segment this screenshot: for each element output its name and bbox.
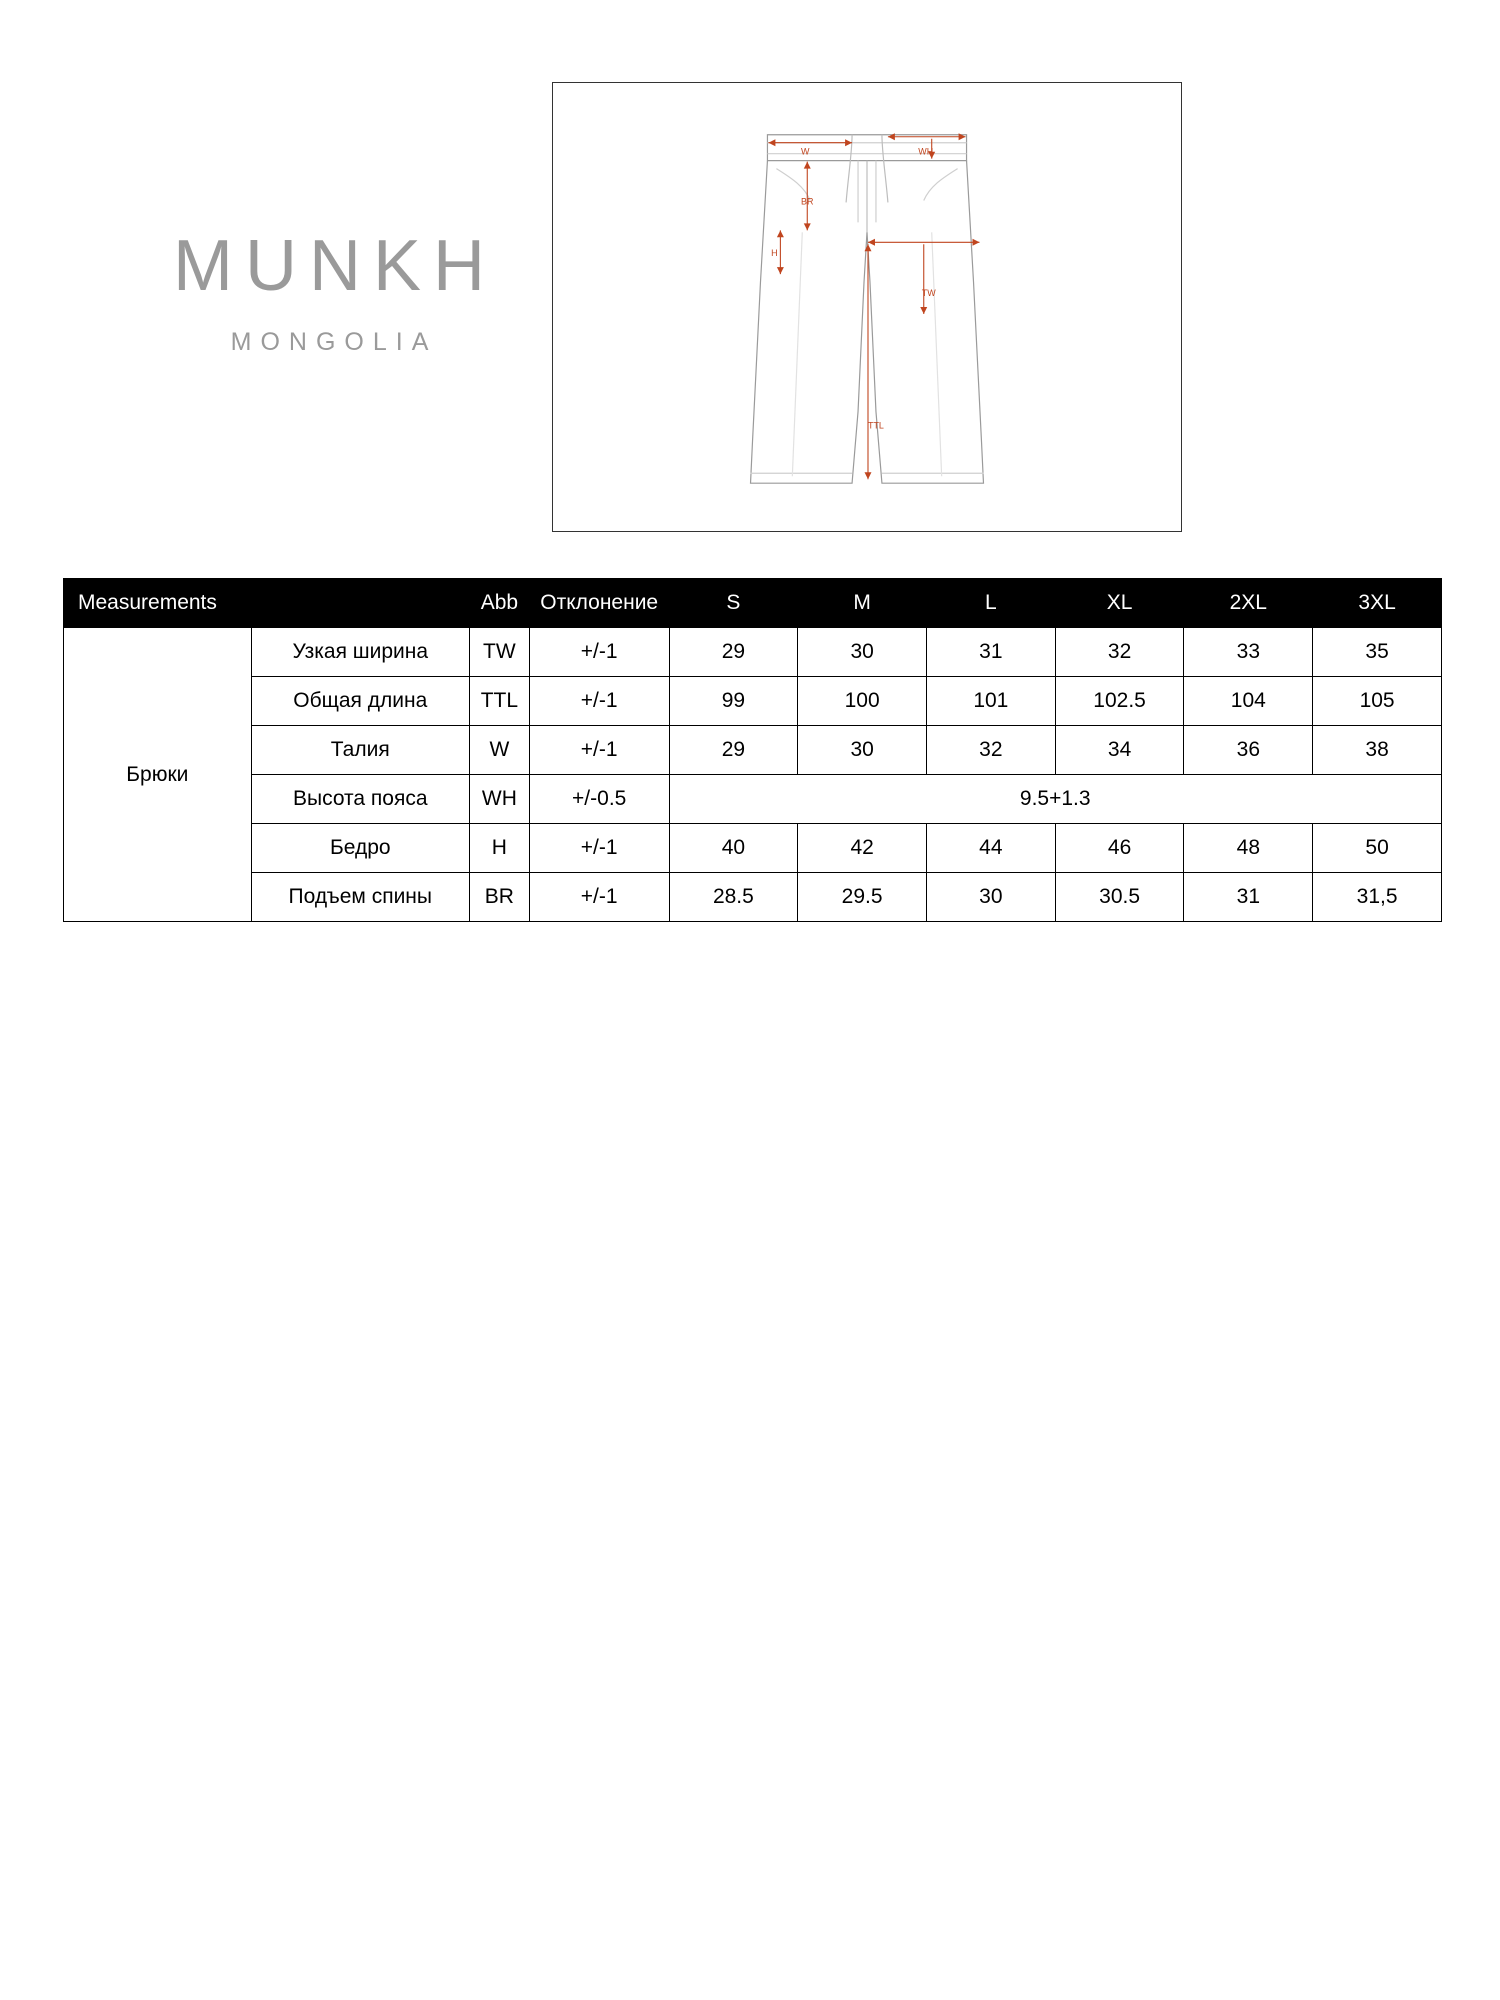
header-abb: Abb: [469, 579, 529, 628]
label-waist: W: [801, 146, 810, 157]
row-value-l: 32: [926, 726, 1055, 775]
row-name: Общая длина: [251, 677, 469, 726]
row-value-2xl: 36: [1184, 726, 1313, 775]
header-size-3xl: 3XL: [1313, 579, 1442, 628]
row-value-s: 29: [669, 628, 798, 677]
header-deviation: Отклонение: [529, 579, 669, 628]
row-value-l: 101: [926, 677, 1055, 726]
brand-subtitle: MONGOLIA: [230, 328, 438, 356]
row-abb: W: [469, 726, 529, 775]
row-value-2xl: 33: [1184, 628, 1313, 677]
row-abb: BR: [469, 873, 529, 922]
row-value-s: 29: [669, 726, 798, 775]
row-name: Подъем спины: [251, 873, 469, 922]
table-row: [64, 726, 1442, 775]
table-row: [64, 677, 1442, 726]
size-table: [63, 578, 1442, 922]
table-row: [64, 775, 1442, 824]
pants-outline: [751, 135, 984, 483]
row-deviation: +/-1: [529, 824, 669, 873]
row-value-2xl: 31: [1184, 873, 1313, 922]
label-total-length: TTL: [867, 420, 884, 431]
row-value-xl: 30.5: [1055, 873, 1184, 922]
label-hip: H: [771, 248, 778, 259]
row-value-2xl: 48: [1184, 824, 1313, 873]
brand-name: MUNKH: [173, 226, 497, 306]
size-chart: [63, 578, 1442, 922]
pants-technical-drawing: [553, 83, 1181, 531]
row-value-2xl: 104: [1184, 677, 1313, 726]
row-abb: TW: [469, 628, 529, 677]
row-deviation: +/-1: [529, 677, 669, 726]
row-deviation: +/-1: [529, 628, 669, 677]
row-abb: TTL: [469, 677, 529, 726]
row-value-3xl: 35: [1313, 628, 1442, 677]
row-name: Высота пояса: [251, 775, 469, 824]
label-back-rise: BR: [801, 196, 814, 207]
row-name: Талия: [251, 726, 469, 775]
row-deviation: +/-0.5: [529, 775, 669, 824]
header-size-l: L: [926, 579, 1055, 628]
header-size-xl: XL: [1055, 579, 1184, 628]
row-value-l: 44: [926, 824, 1055, 873]
row-value-3xl: 38: [1313, 726, 1442, 775]
row-value-l: 30: [926, 873, 1055, 922]
row-merged-value: 9.5+1.3: [669, 775, 1441, 824]
brand-logo: [140, 226, 520, 357]
row-value-s: 99: [669, 677, 798, 726]
row-value-xl: 102.5: [1055, 677, 1184, 726]
table-row: [64, 873, 1442, 922]
row-value-s: 40: [669, 824, 798, 873]
row-value-m: 100: [798, 677, 927, 726]
row-deviation: +/-1: [529, 873, 669, 922]
header-size-s: S: [669, 579, 798, 628]
row-value-3xl: 31,5: [1313, 873, 1442, 922]
header-size-2xl: 2XL: [1184, 579, 1313, 628]
row-deviation: +/-1: [529, 726, 669, 775]
row-abb: H: [469, 824, 529, 873]
row-value-3xl: 50: [1313, 824, 1442, 873]
category-cell: Брюки: [64, 628, 252, 922]
row-value-3xl: 105: [1313, 677, 1442, 726]
row-value-m: 42: [798, 824, 927, 873]
table-row: [64, 824, 1442, 873]
row-abb: WH: [469, 775, 529, 824]
label-thigh-width: TW: [921, 288, 936, 299]
header-measurements: Measurements: [64, 579, 470, 628]
row-value-xl: 34: [1055, 726, 1184, 775]
table-row: [64, 628, 1442, 677]
header-area: [0, 0, 1500, 500]
table-header-row: [64, 579, 1442, 628]
row-value-m: 29.5: [798, 873, 927, 922]
row-value-xl: 46: [1055, 824, 1184, 873]
label-waist-height: WH: [918, 146, 934, 157]
technical-drawing-panel: [552, 82, 1182, 532]
row-name: Бедро: [251, 824, 469, 873]
row-value-l: 31: [926, 628, 1055, 677]
row-name: Узкая ширина: [251, 628, 469, 677]
header-size-m: M: [798, 579, 927, 628]
row-value-m: 30: [798, 726, 927, 775]
row-value-m: 30: [798, 628, 927, 677]
row-value-s: 28.5: [669, 873, 798, 922]
row-value-xl: 32: [1055, 628, 1184, 677]
